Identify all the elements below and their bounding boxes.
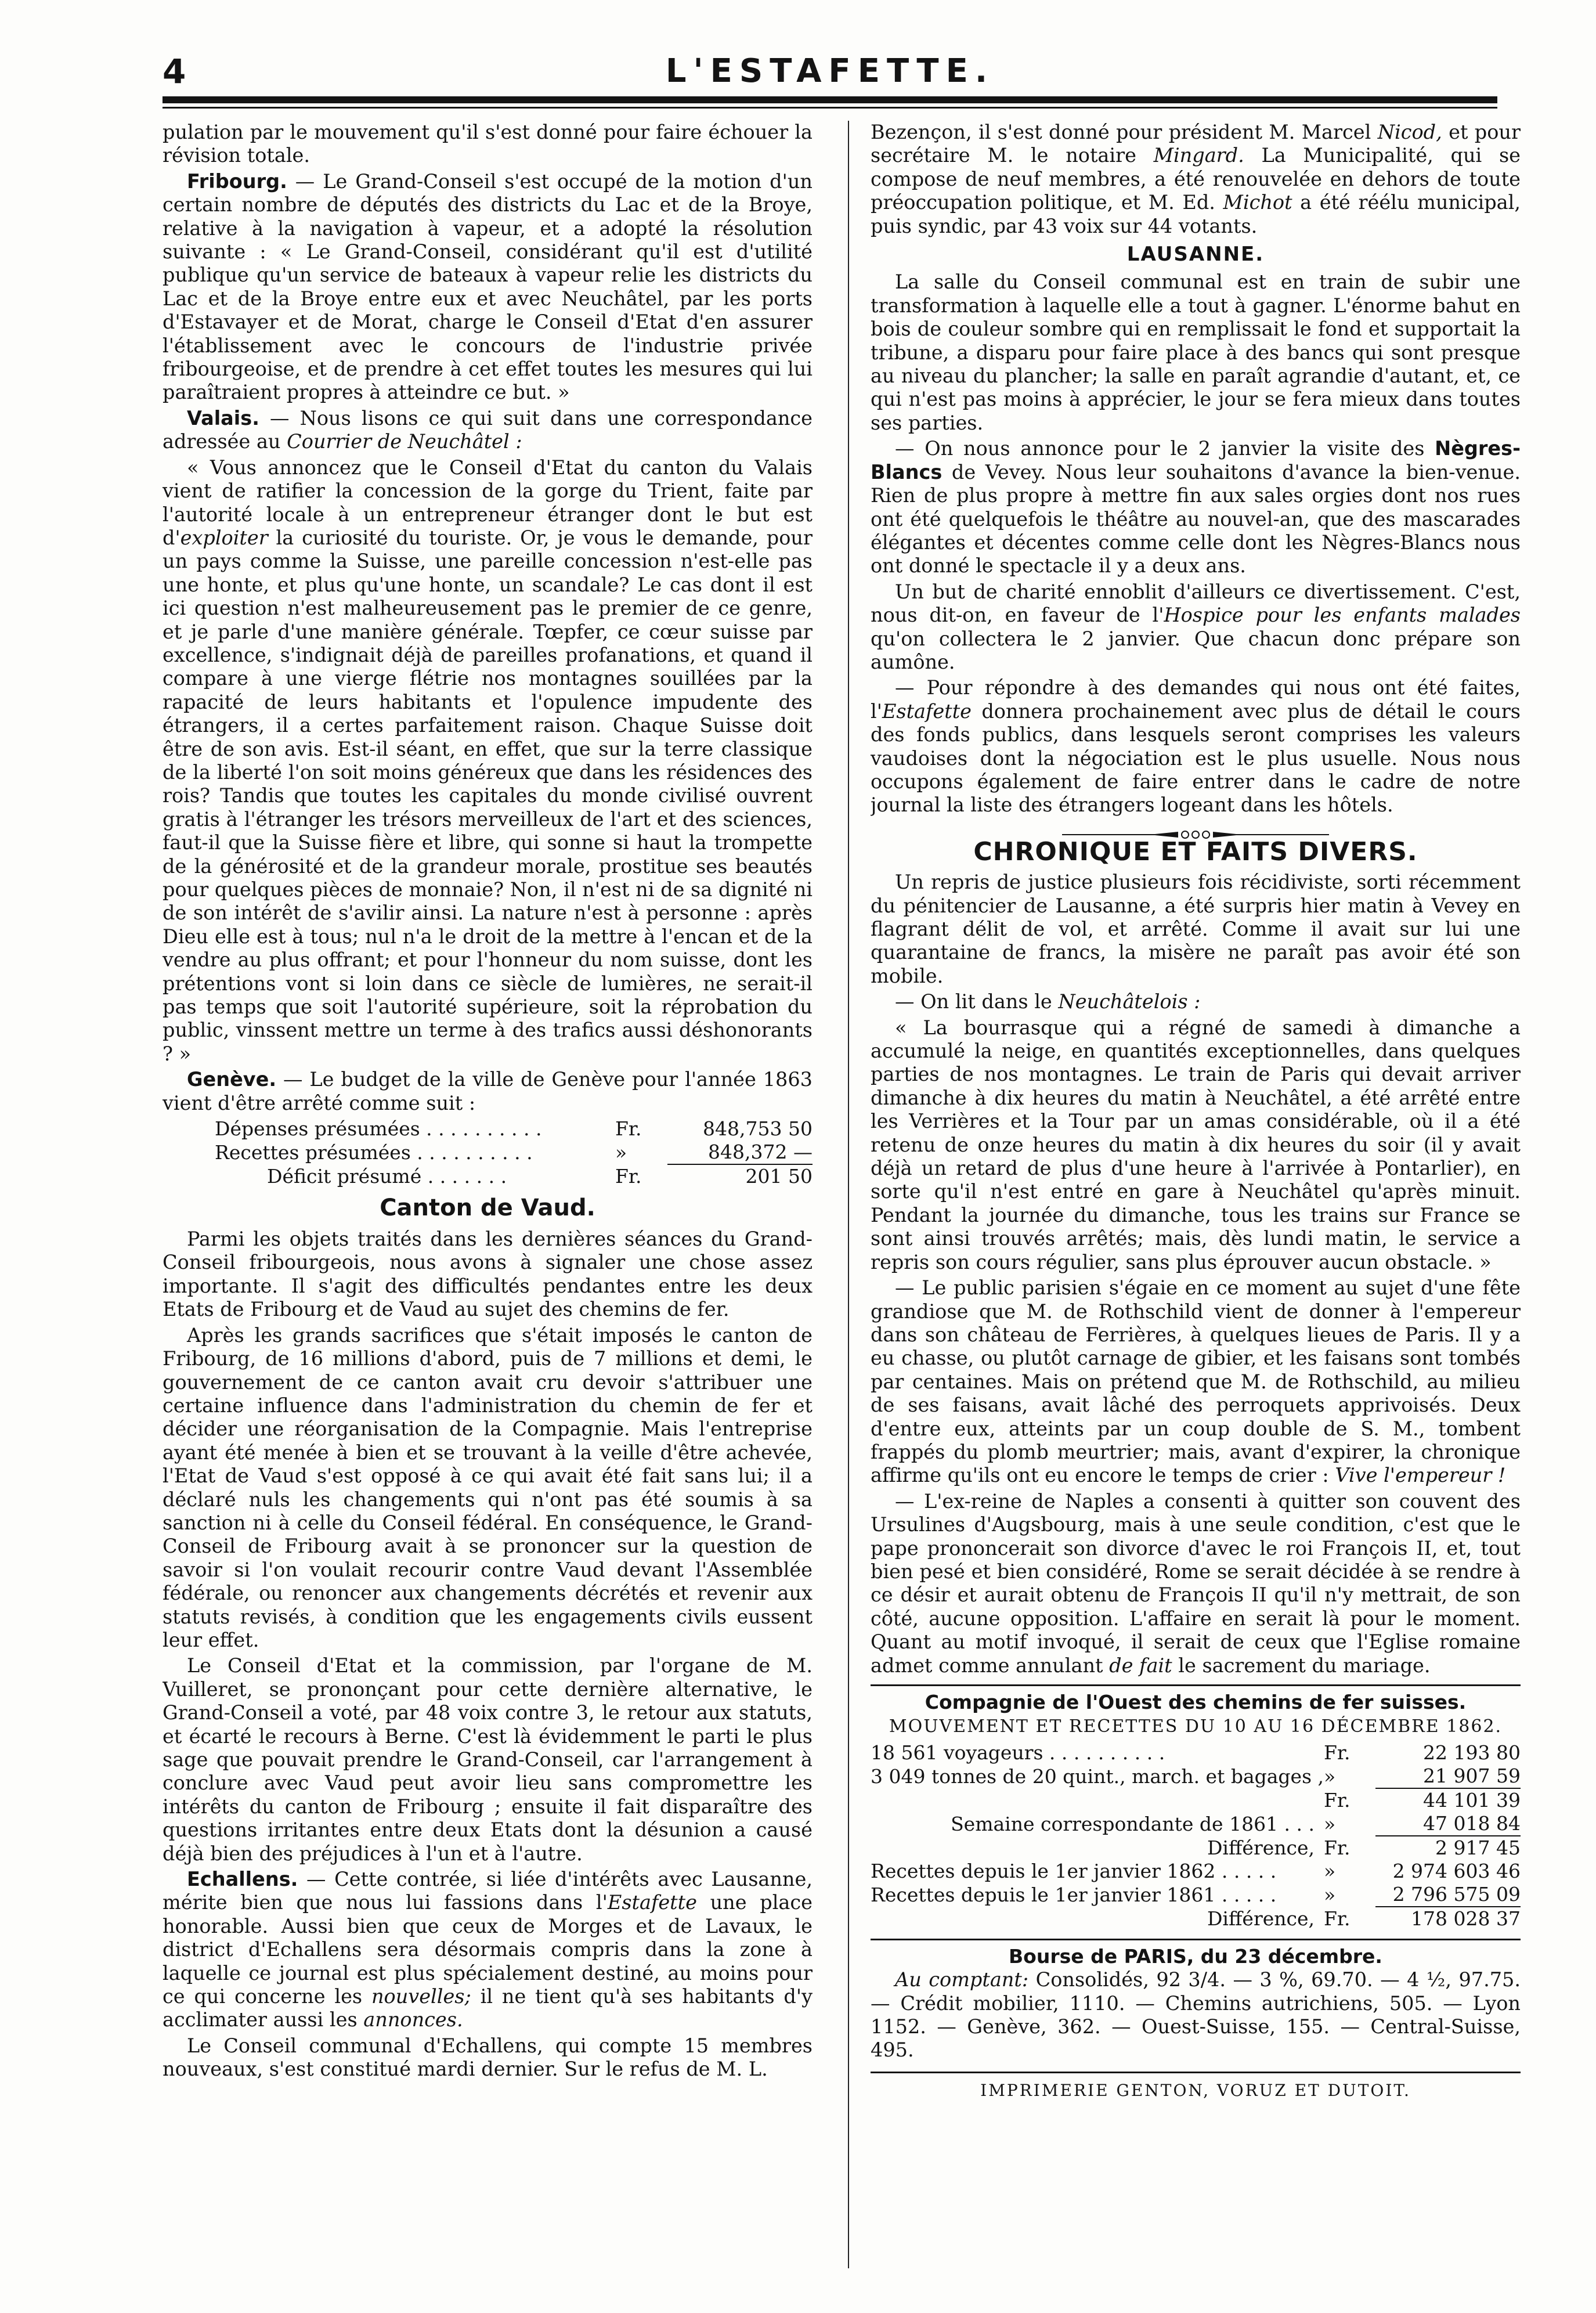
paragraph: « La bourrasque qui a régné de samedi à dimanche a accumulé la neige, en quantités exceptionnelles, dans quelques parties de nos montagnes. Le train de Paris qui devait arriver dimanche à dix heures du matin à Neuchâtel, a été arrêté entre les Verrières et la Tour par un amas considérable, où il a été retenu de onze heures du matin à dix heures du soir (il y avait déjà un retard de plus d'une heure à l'arrivée à Pontarlier), en sorte qu'il n'est entré en gare à Neuchâtel qu'après minuit. Pendant la journée du dimanche, tous les trains sur France se sont ainsi trouvés arrêtés; mais, dès lundi matin, le service a repris son cours régulier, sans plus éprouver aucun obstacle. » (871, 1016, 1521, 1273)
text-span: Bezençon, il s'est donné pour président M. Marcel (871, 121, 1378, 143)
compagnie-title: Compagnie de l'Ouest des chemins de fer suisses. (925, 1691, 1467, 1713)
section-heading-chronique: CHRONIQUE ET FAITS DIVERS. (973, 836, 1418, 867)
text-span: de Vevey. Nous leur souhaitons d'avance la bien-venue. Rien de plus propre à mettre fin aux sales orgies dont nos rues ont été quelquefois le théâtre au nouvel-an, que des mascarades élégantes et décentes comme celle dont les Nègres-Blancs nous ont donné le spectacle il y a deux ans. (871, 460, 1521, 578)
ornament-divider (871, 823, 1521, 837)
bourse-quotes (871, 1968, 1521, 2062)
word-annonces: annonces. (363, 2008, 463, 2031)
text-span: a été réélu municipal, puis syndic, par 43 voix sur 44 votants. (871, 191, 1521, 237)
page-header (163, 51, 1497, 92)
text-span: La Municipalité, qui se compose de neuf membres, a été renouvelée en dehors de toute préoccupation politique, et M. Ed. (871, 144, 1521, 214)
budget-label: Dépenses présumées . . . . . . . . . . (215, 1117, 542, 1141)
table-row (871, 1788, 1521, 1812)
table-row (871, 1836, 1521, 1860)
text-span: — L'ex-reine de Naples a consenti à quitter son couvent des Ursulines d'Augsbourg, mais à une seule condition, c'est que le pape prononcerait son divorce d'avec le roi François II, et, tout bien pesé et bien considéré, Rome se serait décidée à se rendre à ce désir et aurait obtenu de François II qu'il n'y mettrait, de son côté, aucune opposition. L'affaire en serait là pour le moment. Quant au motif invoqué, il serait de ceux que l'Eglise romaine admet comme annulant (871, 1489, 1521, 1677)
paragraph (871, 990, 1521, 1013)
table-row (871, 1907, 1521, 1930)
section-heading-lausanne: LAUSANNE. (1126, 243, 1265, 266)
text-span: qu'on collectera le 2 janvier. Que chacun donc prépare son aumône. (871, 627, 1521, 673)
header-rule-thick (163, 96, 1497, 103)
compagnie-ouest-box (871, 1684, 1521, 1930)
text-span: donnera prochainement avec plus de détail le cours des fonds publics, dans lesquels seront comprises les valeurs vaudoises dont la négociation est le plus usuelle. Nous nous occupons également de faire entrer dans le cadre de notre journal la liste des étrangers logeant dans les hôtels. (871, 699, 1521, 817)
row-label: 18 561 voyageurs . . . . . . . . . . (871, 1741, 1165, 1764)
text-span: Un but de charité ennoblit d'ailleurs ce divertissement. C'est, nous dit-on, en faveur de l' (871, 580, 1521, 627)
article-fribourg (163, 170, 813, 405)
row-label: 3 049 tonnes de 20 quint., march. et bagages , (871, 1764, 1324, 1788)
paragraph-continued: pulation par le mouvement qu'il s'est donné pour faire échouer la révision totale. (163, 121, 813, 167)
word-estafette: Estafette (882, 699, 972, 723)
quote-valais (163, 456, 813, 1066)
row-currency: » (1324, 1764, 1336, 1788)
text-echallens-a: — Cette contrée, si liée d'intérêts avec Lausanne, mérite bien que nous lui fassions dans l' (163, 1868, 813, 1914)
word-exploiter: exploiter (180, 526, 268, 549)
row-label: Semaine correspondante de 1861 . . . (951, 1812, 1315, 1835)
name-hospice: Hospice pour les enfants malades (1164, 604, 1521, 627)
table-row (871, 1812, 1521, 1836)
compagnie-table (871, 1741, 1521, 1930)
paragraph (871, 1490, 1521, 1677)
name-mingard: Mingard. (1153, 144, 1244, 167)
row-currency: » (1324, 1883, 1336, 1906)
name-nicod: Nicod, (1377, 121, 1442, 143)
budget-amount: 848,372 — (708, 1141, 813, 1164)
table-row (871, 1883, 1521, 1907)
header-rule-thin (163, 107, 1497, 109)
paragraph: Parmi les objets traités dans les dernières séances du Grand-Conseil fribourgeois, nous avons à signaler une chose assez importante. Il s'agit des difficultés pendantes entre les deux Etats de Fribourg et de Vaud au sujet des chemins de fer. (163, 1228, 813, 1321)
paragraph: Le Conseil communal d'Echallens, qui compte 15 membres nouveaux, s'est constitué mardi dernier. Sur le refus de M. L. (163, 2034, 813, 2081)
text-span: — Le public parisien s'égaie en ce moment au sujet d'une fête grandiose que M. de Rothschild vient de donner à l'empereur dans son château de Ferrières, à quelques lieues de Paris. Il y a eu chasse, ou plutôt carnage de gibier, et les faisans sont tombés par centaines. Mais on prétend que M. de Rothschild, au milieu de ses faisans, avait lâché des perroquets apprivoisés. Deux d'entre eux, atteints par un coup double de S. M., tombent frappés du plomb meurtrier; mais, avant d'expirer, la chronique affirme qu'ils ont eu encore le temps de crier : (871, 1276, 1521, 1487)
text-valais: — Nous lisons ce qui suit dans une correspondance adressée au (163, 406, 813, 453)
row-label: Recettes depuis le 1er janvier 1861 . . . . . (871, 1883, 1277, 1906)
paragraph (871, 1276, 1521, 1488)
word-de-fait: de fait (1109, 1654, 1172, 1677)
lead-valais: Valais. (187, 406, 259, 430)
au-comptant-label: Au comptant: (895, 1968, 1029, 1991)
text-echallens-b: une place honorable. Aussi bien que ceux de Morges et de Lavaux, le district d'Echallens sera désormais compris dans la zone à laquelle ce journal est plus spécialement destiné, au moins pour ce qui concerne les (163, 1891, 813, 2008)
article-valais (163, 407, 813, 454)
bourse-box (871, 1939, 1521, 2062)
bourse-text: Consolidés, 92 3/4. — 3 %, 69.70. — 4 ½, 97.75. — Crédit mobilier, 1110. — Chemins autrichiens, 505. — Lyon 1152. — Genève, 362. — Ouest-Suisse, 155. — Central-Suisse, 495. (871, 1968, 1521, 2062)
table-row (163, 1141, 813, 1164)
text-echallens-c: il ne tient qu'à ses habitants d'y acclimater aussi les (163, 1985, 813, 2031)
paragraph: La salle du Conseil communal est en train de subir une transformation à laquelle elle a tout à gagner. L'énorme bahut en bois de couleur sombre qui en remplissait le fond et supportait la tribune, a disparu pour faire place à des bancs qui sont presque au niveau du plancher; la salle en paraît agrandie d'autant, et, ce qui n'est pas moins à apprécier, le jour se fera mieux dans toutes ses parties. (871, 270, 1521, 434)
row-currency: Fr. (1324, 1836, 1351, 1859)
text-span: — On lit dans le (895, 990, 1059, 1013)
source-neuchatelois: Neuchâtelois : (1058, 990, 1201, 1013)
row-amount: 2 796 575 09 (1392, 1882, 1521, 1906)
row-currency: » (1324, 1859, 1336, 1882)
bourse-title: Bourse de PARIS, du 23 décembre. (1009, 1944, 1382, 1968)
row-amount: 2 974 603 46 (1392, 1859, 1521, 1882)
text-span: le sacrement du mariage. (1172, 1654, 1431, 1677)
paragraph (871, 437, 1521, 578)
row-currency: » (1324, 1812, 1336, 1835)
quote-valais-a: « Vous annoncez que le Conseil d'Etat du canton du Valais vient de ratifier la concession de la gorge du Trient, faite par l'autorité locale à un entrepreneur étranger dont le but est d' (163, 456, 813, 549)
row-amount: 2 917 45 (1375, 1836, 1521, 1860)
table-row (163, 1117, 813, 1141)
budget-label: Déficit présumé . . . . . . . (267, 1165, 507, 1188)
newspaper-title: L'ESTAFETTE. (665, 52, 995, 90)
column-divider (848, 121, 849, 2268)
geneve-budget-table (163, 1117, 813, 1188)
article-echallens (163, 1868, 813, 2032)
row-label (871, 1788, 1324, 1812)
section-heading-vaud: Canton de Vaud. (380, 1195, 595, 1222)
source-courrier: Courrier de Neuchâtel : (287, 430, 522, 453)
page-number: 4 (163, 52, 186, 91)
row-amount: 47 018 84 (1423, 1812, 1521, 1835)
paragraph (871, 580, 1521, 674)
text-span: et pour secrétaire M. le notaire (871, 121, 1521, 167)
paragraph: Un repris de justice plusieurs fois récidiviste, sorti récemment du pénitencier de Lausanne, a été surpris hier matin à Vevey en flagrant délit de vol, et arrêté. Comme il avait sur lui une quarantaine de francs, la misère ne paraît pas avoir été son mobile. (871, 871, 1521, 987)
row-amount: 178 028 37 (1375, 1907, 1521, 1930)
word-nouvelles: nouvelles; (371, 1985, 471, 2008)
paragraph-continued (871, 121, 1521, 238)
text-span: — Pour répondre à des demandes qui nous ont été faites, l' (871, 676, 1521, 723)
row-currency: Fr. (1324, 1907, 1351, 1930)
row-amount: 21 907 59 (1423, 1764, 1521, 1787)
quote-vive: Vive l'empereur ! (1335, 1464, 1506, 1487)
table-row (871, 1764, 1521, 1788)
name-michot: Michot (1223, 191, 1292, 214)
row-currency: Fr. (1324, 1788, 1351, 1812)
row-currency: Fr. (1324, 1741, 1351, 1764)
budget-amount: 848,753 50 (703, 1117, 813, 1141)
quote-valais-b: la curiosité du touriste. Or, je vous le demande, pour un pays comme la Suisse, une pareille concession n'est-elle pas une honte, et plus qu'une honte, un scandale? Le cas dont il est ici question n'est malheureusement pas le premier de ce genre, et je parle d'une manière générale. Tœpfer, ce cœur suisse par excellence, s'indignait déjà de pareilles profanations, et quand il compare à une vierge flétrie nos montagnes souillées par la rapacité de leurs habitants et l'opulence impudente des étrangers, il a certes parfaitement raison. Chaque Suisse doit être de son avis. Est-il séant, en effet, que sur la terre classique de la liberté l'on soit moins généreux que dans les résidences des rois? Tandis que toutes les capitales du monde civilisé ouvrent gratis à l'étranger les trésors merveilleux de l'art et des sciences, faut-il que la Suisse fière et libre, qui sonne si haut la trompette de la générosité et de la grandeur morale, prostitue ses beautés pour quelques pièces de monnaie? Non, il n'est ni de sa dignité ni de son intérêt de s'avilir ainsi. La nature n'est à personne : après Dieu elle est à tous; nul n'a le droit de la mettre à l'encan et de la vendre au plus offrant; et pour l'honneur du nom suisse, dont les prétentions vont si loin dans ce siècle de lumières, ne serait-il pas temps que soit l'autorité supérieure, soit la réprobation du public, vinssent mettre un terme à des trafics aussi déshonorants ? » (163, 526, 813, 1065)
row-label: Recettes depuis le 1er janvier 1862 . . . . . (871, 1859, 1277, 1882)
table-row (871, 1860, 1521, 1883)
name-negres-blancs: Nègres-Blancs (871, 437, 1521, 483)
budget-currency: Fr. (615, 1117, 642, 1141)
right-column (871, 121, 1521, 2257)
budget-currency: » (615, 1141, 627, 1164)
printer-imprint: IMPRIMERIE GENTON, VORUZ ET DUTOIT. (871, 2072, 1521, 2102)
text-span: — On nous annonce pour le 2 janvier la visite des (895, 437, 1435, 460)
text-geneve: — Le budget de la ville de Genève pour l'année 1863 vient d'être arrêté comme suit : (163, 1068, 813, 1114)
budget-amount: 201 50 (667, 1164, 813, 1188)
row-label: Différence, (1207, 1907, 1315, 1930)
table-row (163, 1164, 813, 1188)
budget-currency: Fr. (615, 1165, 642, 1188)
row-amount: 44 101 39 (1375, 1788, 1521, 1812)
paragraph: Le Conseil d'Etat et la commission, par l'organe de M. Vuilleret, se prononçant pour cette dernière alternative, le Grand-Conseil a voté, par 48 voix contre 3, le retour aux statuts, et écarté le recours à Berne. C'est là évidemment le parti le plus sage que pouvait prendre le Grand-Conseil, car l'arrangement à conclure avec Vaud peut avoir lieu sans compromettre les intérêts du canton de Fribourg ; ensuite il fait disparaître des questions irritantes entre deux Etats dont la désunion a causé déjà bien des préjudices à l'un et à l'autre. (163, 1654, 813, 1865)
row-label: Différence, (1207, 1836, 1315, 1859)
paragraph: Après les grands sacrifices que s'était imposés le canton de Fribourg, de 16 millions d'abord, puis de 7 millions et demi, le gouvernement de ce canton avait cru devoir s'attribuer une certaine influence dans l'administration du chemin de fer et décider une réorganisation de la Compagnie. Mais l'entreprise ayant été menée à bien et se trouvant à la veille d'être achevée, l'Etat de Vaud s'est opposé à ce qui avait été fait sans lui; il a déclaré nuls les changements qui n'ont pas été soumis à sa sanction ni à celle du Conseil fédéral. En conséquence, le Grand-Conseil de Fribourg avait à se prononcer sur la question de savoir si l'on voulait recourir contre Vaud devant l'Assemblée fédérale, ou renoncer aux changements décrétés et revenir aux statuts revisés, à condition que les engagements civils eussent leur effet. (163, 1323, 813, 1651)
lead-echallens: Echallens. (187, 1868, 298, 1891)
left-column (163, 121, 813, 2286)
text-fribourg: — Le Grand-Conseil s'est occupé de la motion d'un certain nombre de députés des districts du Lac et de la Broye, relative à la navigation à vapeur, et a adopté la résolution suivante : « Le Grand-Conseil, considérant qu'il est d'utilité publique qu'un service de bateaux à vapeur relie les districts du Lac et de la Broye entre eux et avec Neuchâtel, par les ports d'Estavayer et de Morat, charge le Conseil d'Etat d'en assurer l'établissement avec le concours de l'industrie privée fribourgeoise, et de prendre à cet effet toutes les mesures qui lui paraîtraient propres à atteindre ce but. » (163, 169, 813, 404)
paragraph (871, 676, 1521, 817)
word-estafette: Estafette (607, 1891, 697, 1914)
lead-geneve: Genève. (187, 1068, 277, 1091)
row-amount: 22 193 80 (1423, 1741, 1521, 1764)
table-row (871, 1741, 1521, 1764)
lead-fribourg: Fribourg. (187, 169, 287, 193)
article-geneve (163, 1068, 813, 1115)
compagnie-subtitle: MOUVEMENT ET RECETTES DU 10 AU 16 DÉCEMBRE 1862. (889, 1716, 1503, 1737)
budget-label: Recettes présumées . . . . . . . . . . (215, 1141, 533, 1164)
